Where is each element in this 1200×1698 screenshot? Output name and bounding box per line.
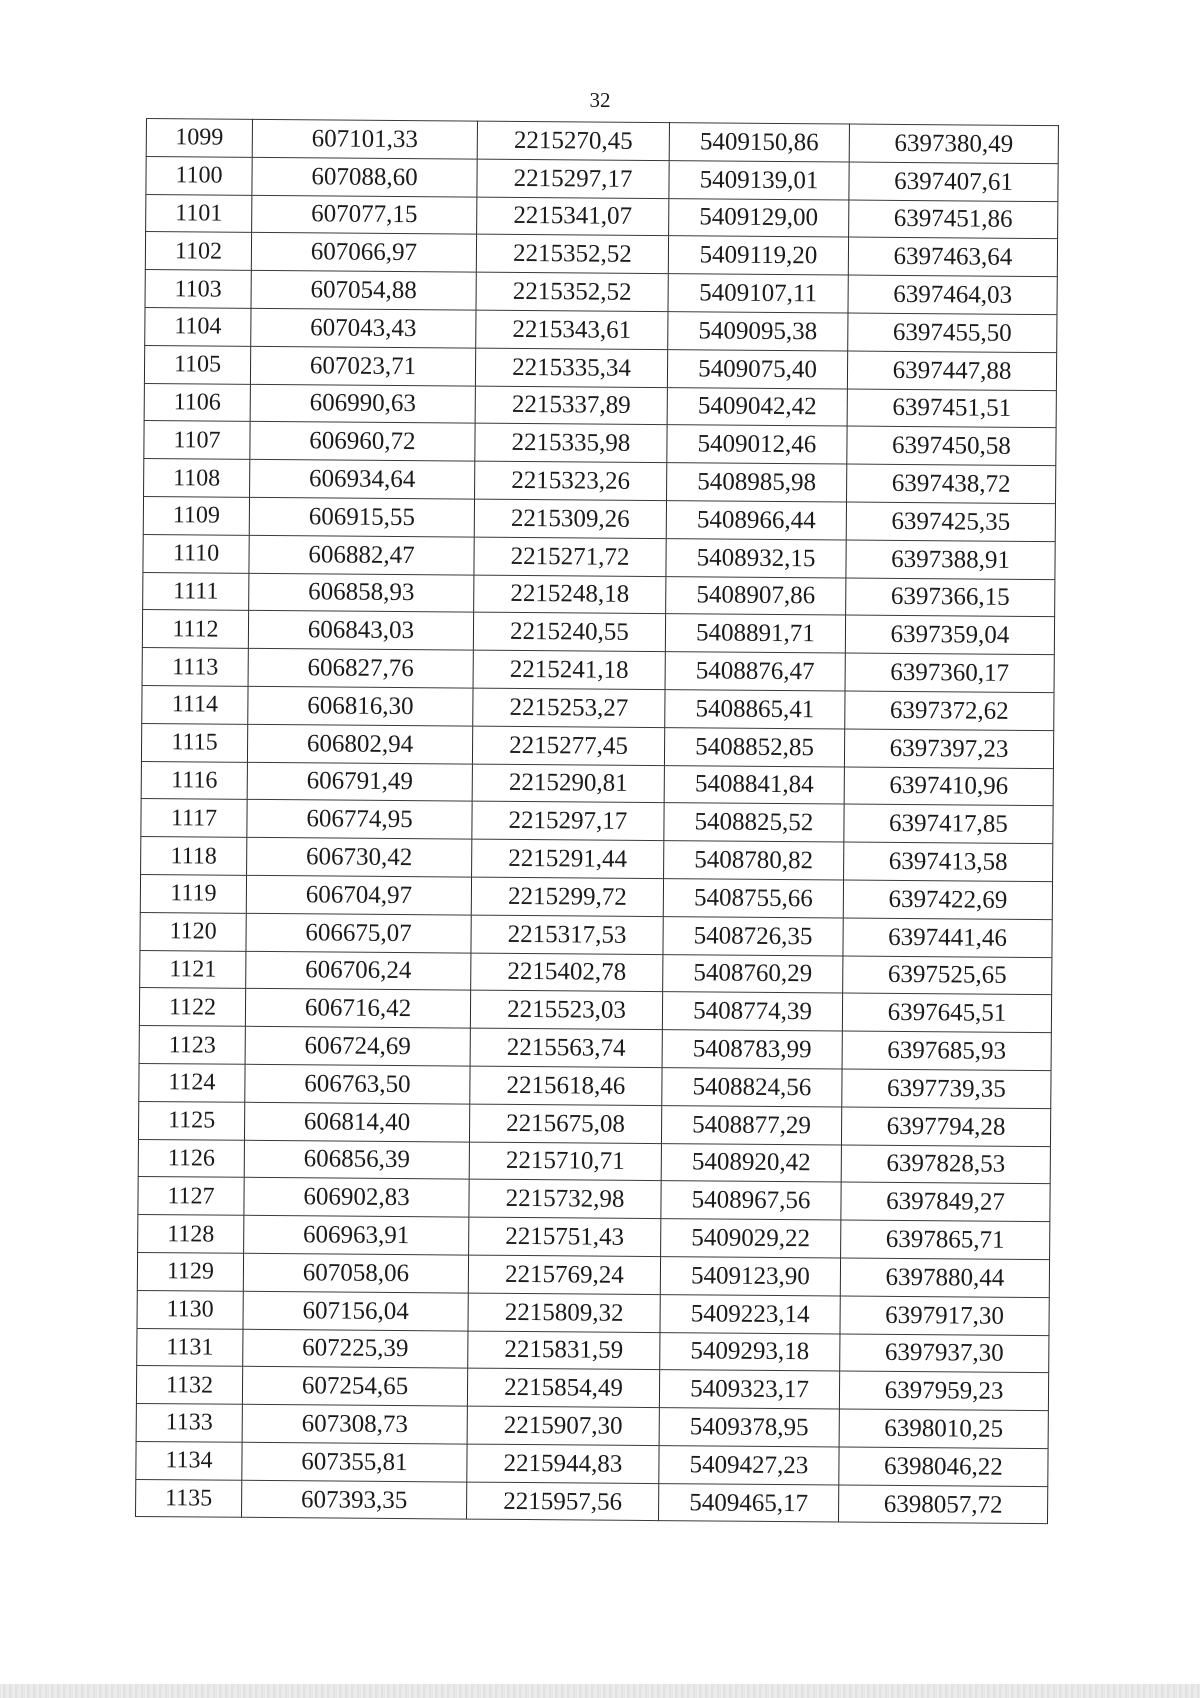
point-number-cell: 1125 [138, 1101, 244, 1140]
coordinate-x2-cell: 5408726,35 [663, 916, 843, 955]
point-number-cell: 1121 [140, 950, 246, 989]
coordinate-table-body [136, 119, 1059, 1525]
coordinate-y2-cell: 6397645,51 [842, 993, 1051, 1032]
coordinate-y2-cell: 6397422,69 [843, 880, 1052, 919]
coordinate-x2-cell: 5409293,18 [660, 1332, 840, 1371]
point-number-cell: 1107 [144, 421, 250, 460]
coordinate-y1-cell: 2215675,08 [469, 1104, 661, 1143]
coordinate-x2-cell: 5409150,86 [669, 123, 849, 162]
coordinate-y1-cell: 2215907,30 [467, 1406, 659, 1445]
coordinate-x2-cell: 5409029,22 [661, 1219, 841, 1258]
coordinate-x2-cell: 5408967,56 [661, 1181, 841, 1220]
coordinate-x2-cell: 5408825,52 [664, 803, 844, 842]
coordinate-y1-cell: 2215240,55 [473, 612, 665, 651]
coordinate-x1-cell: 606856,39 [244, 1140, 469, 1180]
coordinate-x1-cell: 607088,60 [252, 157, 477, 197]
coordinate-x1-cell: 606934,64 [250, 459, 475, 499]
coordinate-y1-cell: 2215291,44 [472, 839, 664, 878]
coordinate-y1-cell: 2215944,83 [467, 1444, 659, 1483]
coordinate-x1-cell: 606816,30 [248, 686, 473, 726]
coordinate-y1-cell: 2215290,81 [472, 764, 664, 803]
coordinate-y1-cell: 2215831,59 [468, 1331, 660, 1370]
coordinate-x1-cell: 607101,33 [252, 119, 477, 159]
coordinate-y1-cell: 2215854,49 [467, 1368, 659, 1407]
coordinate-y1-cell: 2215732,98 [469, 1179, 661, 1218]
coordinate-x1-cell: 607043,43 [251, 308, 476, 348]
coordinate-x2-cell: 5408780,82 [664, 841, 844, 880]
coordinate-y2-cell: 6397794,28 [841, 1107, 1050, 1146]
coordinate-y1-cell: 2215618,46 [470, 1066, 662, 1105]
coordinate-y1-cell: 2215352,52 [476, 234, 668, 273]
coordinate-y2-cell: 6397739,35 [842, 1069, 1051, 1108]
page-number: 32 [589, 88, 611, 112]
coordinate-x2-cell: 5409119,20 [668, 236, 848, 275]
coordinate-x2-cell: 5408841,84 [664, 765, 844, 804]
coordinate-x2-cell: 5409223,14 [660, 1294, 840, 1333]
coordinate-y2-cell: 6397455,50 [848, 313, 1057, 352]
point-number-cell: 1113 [142, 648, 248, 687]
coordinate-x2-cell: 5408865,41 [665, 690, 845, 729]
point-number-cell: 1123 [139, 1026, 245, 1065]
coordinate-y1-cell: 2215253,27 [473, 688, 665, 727]
point-number-cell: 1132 [136, 1366, 242, 1405]
coordinate-x2-cell: 5408907,86 [666, 576, 846, 615]
point-number-cell: 1114 [142, 685, 248, 724]
point-number-cell: 1111 [143, 572, 249, 611]
coordinate-y1-cell: 2215751,43 [469, 1217, 661, 1256]
point-number-cell: 1135 [136, 1479, 242, 1518]
coordinate-x1-cell: 606791,49 [247, 762, 472, 802]
coordinate-x2-cell: 5408824,56 [662, 1068, 842, 1107]
coordinate-x2-cell: 5408985,98 [667, 463, 847, 502]
point-number-cell: 1105 [144, 345, 250, 384]
coordinate-y1-cell: 2215323,26 [475, 461, 667, 500]
coordinate-x2-cell: 5409139,01 [669, 160, 849, 199]
coordinate-x1-cell: 606724,69 [245, 1026, 470, 1066]
point-number-cell: 1118 [141, 837, 247, 876]
point-number-cell: 1133 [136, 1404, 242, 1443]
coordinate-y1-cell: 2215270,45 [477, 121, 669, 160]
coordinate-y2-cell: 6397865,71 [841, 1220, 1050, 1259]
point-number-cell: 1131 [137, 1328, 243, 1367]
coordinate-x2-cell: 5409123,90 [660, 1256, 840, 1295]
coordinate-x2-cell: 5408920,42 [661, 1143, 841, 1182]
coordinate-y1-cell: 2215352,52 [476, 272, 668, 311]
coordinate-y1-cell: 2215277,45 [472, 726, 664, 765]
coordinate-x1-cell: 606902,83 [244, 1178, 469, 1218]
coordinate-x2-cell: 5408966,44 [666, 501, 846, 540]
coordinate-x2-cell: 5409012,46 [667, 425, 847, 464]
coordinate-x1-cell: 607355,81 [242, 1442, 467, 1482]
coordinate-y2-cell: 6397451,51 [847, 389, 1056, 428]
coordinate-y2-cell: 6398046,22 [839, 1447, 1048, 1486]
coordinate-x1-cell: 607066,97 [251, 233, 476, 273]
coordinate-x1-cell: 607308,73 [242, 1404, 467, 1444]
point-number-cell: 1116 [141, 761, 247, 800]
coordinate-y2-cell: 6397937,30 [840, 1333, 1049, 1372]
coordinate-x1-cell: 607077,15 [252, 195, 477, 235]
coordinate-y2-cell: 6397917,30 [840, 1296, 1049, 1335]
point-number-cell: 1124 [139, 1063, 245, 1102]
coordinate-y1-cell: 2215335,34 [475, 348, 667, 387]
point-number-cell: 1134 [136, 1441, 242, 1480]
coordinate-y1-cell: 2215957,56 [467, 1482, 659, 1521]
coordinate-x2-cell: 5408891,71 [665, 614, 845, 653]
coordinate-y1-cell: 2215335,98 [475, 423, 667, 462]
coordinate-x2-cell: 5409042,42 [667, 387, 847, 426]
coordinate-x2-cell: 5408755,66 [663, 879, 843, 918]
point-number-cell: 1126 [138, 1139, 244, 1178]
coordinate-y1-cell: 2215317,53 [471, 915, 663, 954]
coordinate-y2-cell: 6397359,04 [845, 615, 1054, 654]
point-number-cell: 1120 [140, 912, 246, 951]
coordinate-y1-cell: 2215297,17 [472, 801, 664, 840]
point-number-cell: 1128 [138, 1215, 244, 1254]
coordinate-x1-cell: 606730,42 [247, 837, 472, 877]
coordinate-x1-cell: 606990,63 [250, 384, 475, 424]
coordinate-x1-cell: 607054,88 [251, 271, 476, 311]
coordinate-y2-cell: 6397372,62 [845, 691, 1054, 730]
point-number-cell: 1119 [140, 874, 246, 913]
coordinate-x1-cell: 607156,04 [243, 1291, 468, 1331]
coordinate-x1-cell: 606716,42 [245, 989, 470, 1029]
coordinate-x2-cell: 5408852,85 [664, 727, 844, 766]
coordinate-y1-cell: 2215343,61 [476, 310, 668, 349]
coordinate-y2-cell: 6397388,91 [846, 540, 1055, 579]
coordinate-y2-cell: 6398057,72 [838, 1485, 1047, 1524]
coordinate-y2-cell: 6397397,23 [844, 729, 1053, 768]
point-number-cell: 1130 [137, 1290, 243, 1329]
point-number-cell: 1101 [146, 194, 252, 233]
coordinate-y1-cell: 2215297,17 [477, 159, 669, 198]
coordinate-x2-cell: 5408876,47 [665, 652, 845, 691]
point-number-cell: 1106 [144, 383, 250, 422]
coordinate-y2-cell: 6397417,85 [844, 804, 1053, 843]
coordinate-x2-cell: 5409323,17 [659, 1370, 839, 1409]
coordinate-x1-cell: 606960,72 [250, 422, 475, 462]
coordinate-y2-cell: 6397447,88 [847, 351, 1056, 390]
coordinate-y1-cell: 2215248,18 [474, 575, 666, 614]
coordinate-x1-cell: 606858,93 [249, 573, 474, 613]
coordinate-y2-cell: 6397360,17 [845, 653, 1054, 692]
point-number-cell: 1102 [145, 232, 251, 271]
coordinate-x1-cell: 606763,50 [245, 1064, 470, 1104]
coordinate-x1-cell: 606827,76 [248, 648, 473, 688]
coordinate-table-container [135, 118, 1058, 1525]
coordinate-y2-cell: 6397451,86 [849, 200, 1058, 239]
coordinate-x2-cell: 5409095,38 [668, 312, 848, 351]
coordinate-y2-cell: 6397849,27 [841, 1182, 1050, 1221]
point-number-cell: 1122 [139, 988, 245, 1027]
coordinate-x1-cell: 607058,06 [243, 1253, 468, 1293]
coordinate-y2-cell: 6398010,25 [839, 1409, 1048, 1448]
coordinate-x1-cell: 606882,47 [249, 535, 474, 575]
coordinate-y1-cell: 2215563,74 [470, 1028, 662, 1067]
coordinate-y2-cell: 6397463,64 [848, 237, 1057, 276]
scan-edge-strip [0, 1684, 1200, 1698]
coordinate-y1-cell: 2215309,26 [474, 499, 666, 538]
coordinate-y1-cell: 2215402,78 [471, 953, 663, 992]
coordinate-x2-cell: 5408774,39 [662, 992, 842, 1031]
point-number-cell: 1100 [146, 156, 252, 195]
coordinate-y1-cell: 2215241,18 [473, 650, 665, 689]
coordinate-y1-cell: 2215341,07 [477, 197, 669, 236]
coordinate-x1-cell: 606774,95 [247, 800, 472, 840]
coordinate-y1-cell: 2215809,32 [468, 1293, 660, 1332]
coordinate-x2-cell: 5409075,40 [667, 349, 847, 388]
coordinate-y2-cell: 6397525,65 [843, 956, 1052, 995]
coordinate-y1-cell: 2215299,72 [471, 877, 663, 916]
coordinate-x1-cell: 606963,91 [244, 1215, 469, 1255]
coordinate-y2-cell: 6397438,72 [847, 464, 1056, 503]
coordinate-x2-cell: 5408932,15 [666, 538, 846, 577]
point-number-cell: 1104 [145, 307, 251, 346]
point-number-cell: 1115 [141, 723, 247, 762]
coordinate-y2-cell: 6397413,58 [844, 842, 1053, 881]
coordinate-x1-cell: 607254,65 [242, 1367, 467, 1407]
coordinate-x2-cell: 5409427,23 [659, 1445, 839, 1484]
coordinate-y2-cell: 6397828,53 [841, 1145, 1050, 1184]
coordinate-y2-cell: 6397410,96 [844, 767, 1053, 806]
coordinate-x2-cell: 5408877,29 [661, 1105, 841, 1144]
coordinate-y2-cell: 6397380,49 [849, 124, 1058, 163]
coordinate-y2-cell: 6397685,93 [842, 1031, 1051, 1070]
coordinate-x2-cell: 5408760,29 [663, 954, 843, 993]
point-number-cell: 1117 [141, 799, 247, 838]
coordinate-x2-cell: 5409129,00 [669, 198, 849, 237]
coordinate-y1-cell: 2215337,89 [475, 386, 667, 425]
coordinate-x1-cell: 606802,94 [247, 724, 472, 764]
point-number-cell: 1112 [142, 610, 248, 649]
point-number-cell: 1108 [144, 459, 250, 498]
coordinate-y1-cell: 2215769,24 [468, 1255, 660, 1294]
coordinate-y2-cell: 6397450,58 [847, 426, 1056, 465]
point-number-cell: 1129 [137, 1252, 243, 1291]
coordinate-x2-cell: 5409465,17 [658, 1483, 838, 1522]
coordinate-x1-cell: 606915,55 [249, 497, 474, 537]
coordinate-x1-cell: 606843,03 [248, 611, 473, 651]
coordinate-x2-cell: 5408783,99 [662, 1030, 842, 1069]
coordinate-x1-cell: 606704,97 [246, 875, 471, 915]
point-number-cell: 1127 [138, 1177, 244, 1216]
point-number-cell: 1099 [146, 119, 252, 158]
coordinate-table [135, 118, 1059, 1525]
coordinate-y2-cell: 6397425,35 [846, 502, 1055, 541]
coordinate-x1-cell: 606675,07 [246, 913, 471, 953]
coordinate-y1-cell: 2215523,03 [470, 990, 662, 1029]
point-number-cell: 1109 [143, 496, 249, 535]
coordinate-y1-cell: 2215710,71 [469, 1142, 661, 1181]
coordinate-x1-cell: 607225,39 [243, 1329, 468, 1369]
table-row [136, 1479, 1048, 1524]
coordinate-x1-cell: 607393,35 [242, 1480, 467, 1520]
coordinate-x1-cell: 606706,24 [246, 951, 471, 991]
coordinate-y2-cell: 6397464,03 [848, 275, 1057, 314]
point-number-cell: 1110 [143, 534, 249, 573]
coordinate-y2-cell: 6397880,44 [840, 1258, 1049, 1297]
coordinate-y2-cell: 6397959,23 [839, 1371, 1048, 1410]
coordinate-y2-cell: 6397407,61 [849, 162, 1058, 201]
coordinate-y2-cell: 6397366,15 [846, 578, 1055, 617]
coordinate-x2-cell: 5409107,11 [668, 274, 848, 313]
coordinate-y2-cell: 6397441,46 [843, 918, 1052, 957]
coordinate-y1-cell: 2215271,72 [474, 537, 666, 576]
point-number-cell: 1103 [145, 270, 251, 309]
coordinate-x1-cell: 606814,40 [244, 1102, 469, 1142]
coordinate-x1-cell: 607023,71 [250, 346, 475, 386]
coordinate-x2-cell: 5409378,95 [659, 1408, 839, 1447]
